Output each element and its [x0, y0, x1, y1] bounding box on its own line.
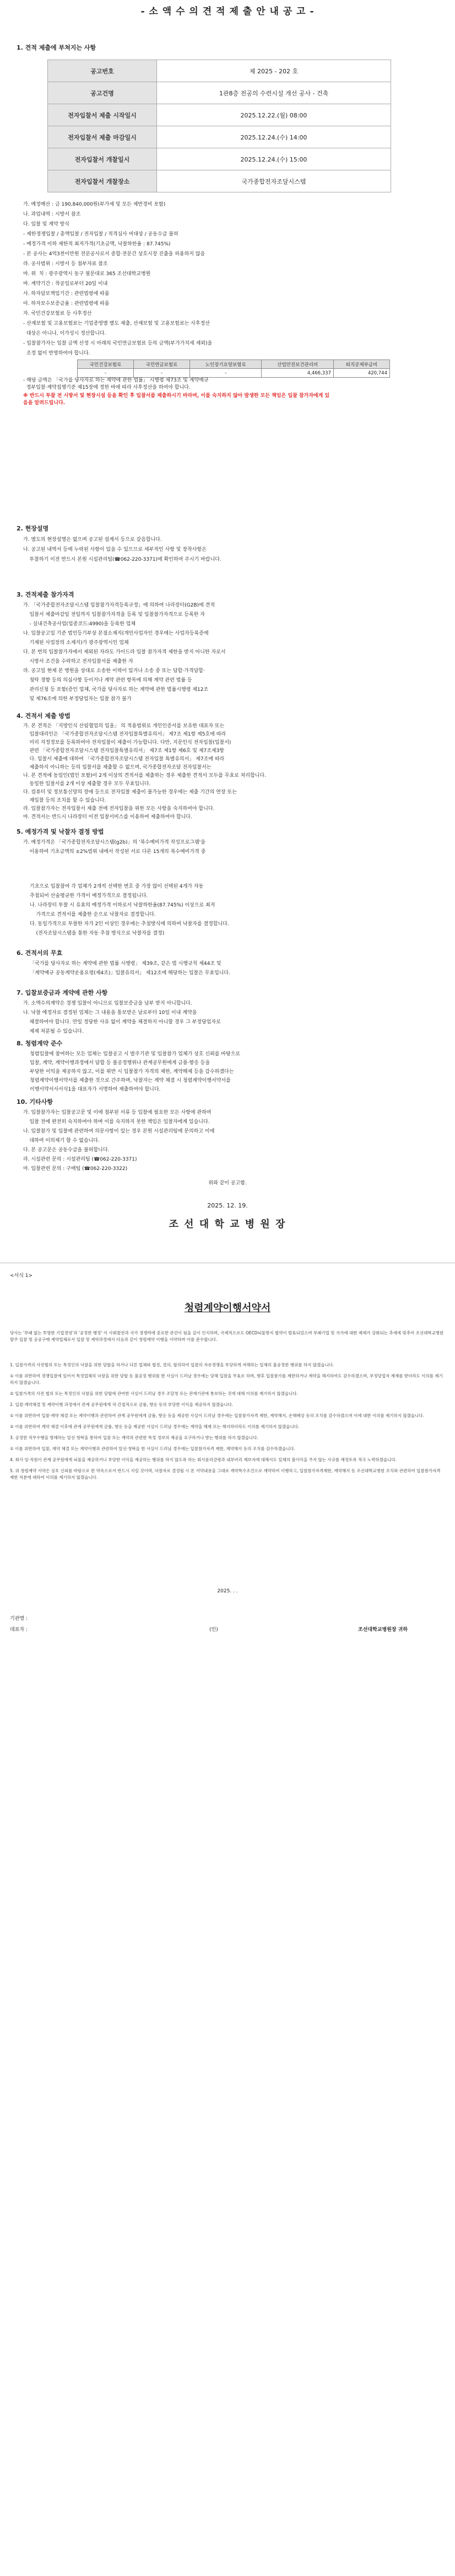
- section-10-heading: 10. 기타사항: [17, 1098, 53, 1105]
- section-7-heading: 7. 입찰보증금과 계약에 관한 사항: [17, 989, 108, 996]
- pledge-date: 2025. . .: [217, 1588, 238, 1594]
- info-row: [48, 126, 391, 148]
- text-line: 가. 본 견적은 「지방인식 산림협업의 입을」 의 적용범위로 개인인증서를 보유한 대표자 또는: [23, 723, 225, 729]
- info-key: 전자입찰서 개찰장소: [48, 170, 157, 192]
- text-line: - 입찰참가자는 입찰 금액 산정 시 아래의 국민연금보험료 등의 금액(부가가치세 제외)을: [23, 341, 213, 346]
- pledge-item: ② 입찰가격의 사전 협의 또는 특정인의 낙찰을 위한 담합에 관여한 사실이 드러날 경우 조달청 또는 관계기관에 통보하는 것에 대해 이의를 제기하지 않겠습니다.: [10, 1391, 298, 1396]
- section-5-heading: 5. 예정가격 및 낙찰자 결정 방법: [17, 828, 104, 835]
- text-line: 다. 입찰 및 계약 방식: [23, 222, 69, 227]
- text-line: 가. 「국가종합전자조달시스템 입찰참가자격등록규정」에 의하여 나라장터(G2B)에 견적: [23, 603, 215, 608]
- text-line: 이행서약서사서식1을 대표자가 서명하여 제출하여야 합니다.: [30, 1087, 161, 1092]
- text-line: 관리신청 등 포함(증인 업체, 국가를 당사자로 하는 계약에 관한 법률시행령 제12조: [23, 687, 209, 693]
- pledge-item: 2. 입찰·계약체결 및 계약이행 과정에서 관계 공무원에게 직·간접적으로 금품, 향응 등의 부당한 이익을 제공하지 않겠습니다.: [10, 1402, 234, 1407]
- text-line: 마. 견적서는 반드시 나라장터 이전 입찰서비스를 이용하여 제출하여야 합니다.: [23, 814, 192, 820]
- info-key: 공고번호: [48, 60, 157, 82]
- text-line: - 해당 금액은 「국가를 당사자로 하는 계약에 관한 법률」 시행령 제73조 및 계약예규: [23, 378, 209, 383]
- section-10-body: [23, 1108, 431, 1174]
- insurance-cost-table: [77, 359, 390, 378]
- section-5-body: [23, 838, 431, 857]
- text-line: 라. 입찰참가자는 전자입찰서 제출 전에 전자입찰을 위한 모든 사항을 숙지하여야 합니다.: [23, 806, 215, 812]
- info-row: [48, 148, 391, 170]
- issuer-name: 조 선 대 학 교 병 원 장: [169, 1219, 286, 1230]
- info-key: 전자입찰서 제출 시작일시: [48, 104, 157, 126]
- info-value: 1관8층 전공의 수련시설 개선 공사 - 건축: [157, 82, 391, 104]
- text-line: 청렴입찰에 참여하는 모든 업체는 입찰공고 시 발주기관 및 입찰참가 업체가 상호 신뢰를 바탕으로: [30, 1051, 241, 1057]
- text-line: 재입찰 등의 조치를 할 수 있습니다.: [23, 798, 106, 803]
- form-label: <서식 1>: [10, 1273, 33, 1279]
- section-4-heading: 4. 견적서 제출 방법: [17, 712, 71, 720]
- text-line: 나. 낙찰 예정자로 결정된 업체는 그 내용을 통보받은 날로부터 10일 이내 계약을: [23, 1010, 197, 1016]
- notice-date: 2025. 12. 19.: [207, 1202, 248, 1209]
- text-line: 아. 하자보수보증금율 : 관련법령에 따름: [23, 301, 110, 307]
- text-line: 가. 별도의 현장설명은 없으며 공고된 설계서 등으로 갈음합니다.: [23, 537, 162, 543]
- text-line: 관련 「국가종합전자조달시스템 전자입찰특별유의서」 제7조 제1항 제6호 및 제7조제3항: [23, 748, 225, 754]
- cost-header: 노인장기요양보험료: [189, 360, 262, 369]
- text-line: 다. 본 공고문은 공동수급을 불허합니다.: [23, 1147, 110, 1153]
- text-line: - 예정가격 이하 제한적 최저가격(기초금액, 낙찰하한율 : 87.745%): [23, 242, 171, 247]
- text-line: 다. 본 번의 입찰참가자에서 제외된 자라도 가이드라 입찰 참가자격 제한을 받지 아니한 자로서: [23, 650, 226, 655]
- info-row: [48, 170, 391, 192]
- section-3-body: [23, 601, 431, 704]
- cost-value: -: [133, 369, 189, 378]
- text-line: 나. 나라장터 투찰 시 유효의 예정가격 이하로서 낙찰하한율(87.745%) 이상으로 최저: [30, 903, 215, 908]
- info-key: 전자입찰서 제출 마감일시: [48, 126, 157, 148]
- info-row: [48, 104, 391, 126]
- pledge-intro: 당사는 '부패 없는 투명한 기업경영'과 '공정한 행정' 이 사회발전과 국가 경쟁력에 중요한 관건이 됨을 깊이 인식하며, 국제적으로도 OECD뇌물방지 협약이 발효되었으며 부패기업 및 국가에 대한 제재가 강화되는 추세에 맞추어 조선대학교병원 발주 입찰 및 공공구매 계약업체로서 입찰 및 계약과정에서 다음과 같이 청렴계약 이행을 서약하며 이를 준수합니다.: [10, 1330, 444, 1342]
- section-4-body: [23, 722, 431, 822]
- info-value: 2025.12.24.(수) 15:00: [157, 148, 391, 170]
- pledge-items: [10, 1362, 445, 1485]
- section-1-body: [23, 200, 431, 358]
- section-1-tail: [23, 377, 431, 391]
- section-8-body: [30, 1050, 432, 1094]
- text-line: 대하여 이의제기 할 수 없습니다.: [23, 1138, 100, 1144]
- text-line: 입찰대리인은 「국가종합전자조달시스템 전자입찰특별유의서」 제7조 제1항 제5호에 따라: [23, 732, 226, 737]
- pledge-title: 청렴계약이행서약서: [184, 1302, 271, 1314]
- pledge-item: 4. 회사 임·직원이 관계 공무원에게 뇌물을 제공하거나 부당한 이익을 제공하는 행위를 하지 않도록 하는 회사윤리강령과 내부비리 제보자에 대해서도 일체의 불이익을 주지 않는 사규를 제정토록 적극 노력하겠습니다.: [10, 1457, 397, 1462]
- text-line: 다. 동일가격으로 투찰한 자가 2인 이상인 경우에는 추첨방식에 의하여 낙찰자를 결정합니다.: [30, 921, 229, 927]
- cost-header: 국민건강보험료: [78, 360, 134, 369]
- cost-header: 국민연금보험료: [133, 360, 189, 369]
- info-row: [48, 60, 391, 82]
- text-line: 청렴계약이행서약서를 제출한 것으로 간주하며, 낙찰자는 계약 체결 시 청렴계약이행서약서를: [30, 1078, 231, 1083]
- text-line: 마. 입찰관련 문의 : 구매팀 (☎062-220-3322): [23, 1166, 128, 1172]
- text-line: 미리 지정정보를 등록하여야 전자입찰이 제출이 가능합니다. 다만, 지문인식 전자입찰(입찰서): [23, 740, 231, 745]
- text-line: 가. 소액수의계약은 경쟁 입찰이 아니므로 입찰보증금을 납부 받지 아니합니다.: [23, 1001, 192, 1006]
- text-line: 대상은 아니나, 이가성시 정산합니다.: [23, 331, 106, 336]
- text-line: 나. 입찰공고일 기준 법인등기부상 본점소재지(개인사업자인 경우에는 사업자등록증에: [23, 631, 209, 636]
- pledge-item: 5. 위 청렴계약 서약은 상호 신뢰를 바탕으로 한 약속으로서 반드시 지킬 것이며, 낙찰자로 결정될 시 본 서약내용을 그대로 계약특수조건으로 계약하여 이행하고, 입찰참가자격제한, 계약해지 등 조선대학교병원 조치와 관련하여 입찰참가자격 제한 처분에 대하여 이의를 제기하지 않겠습니다.: [10, 1468, 441, 1480]
- section-7-body: [23, 999, 431, 1037]
- section-2-body: [23, 535, 431, 565]
- text-line: 투찰하기 이전 반드시 본원 시설관리팀(☎062-220-3371)에 확인하여 주시기 바랍니다.: [23, 557, 221, 562]
- cost-value: -: [189, 369, 262, 378]
- text-line: 체결하여야 합니다. 만일 정당한 사유 없이 계약을 체결하지 아니할 경우 그 부정당업자로: [23, 1019, 221, 1025]
- info-value: 2025.12.22.(월) 08:00: [157, 104, 391, 126]
- section-1-heading: 1. 견적 제출에 부쳐지는 사항: [17, 44, 96, 51]
- text-line: 및 제76조에 의한 부정당업자는 입찰 참가 불가: [23, 696, 132, 702]
- info-key: 공고건명: [48, 82, 157, 104]
- pledge-item: ① 이를 위반하여 입찰, 계약 체결 또는 계약이행과 관련하여 알선·청탁을 한 사실이 드러날 경우에는 입찰참가자격 제한, 계약해지 등의 조치를 감수하겠습니다.: [10, 1446, 295, 1451]
- sign-org-label: 기관명 :: [10, 1616, 28, 1622]
- text-line: - 산재보험 및 고용보험료는 기업종영별 별도 제출, 산재보험 및 고용보험료는 사후정산: [23, 321, 210, 326]
- cost-header: 산업안전보건관리비: [262, 360, 334, 369]
- text-line: 자. 국민건강보험료 등 사후정산: [23, 311, 92, 316]
- cost-value: -: [78, 369, 134, 378]
- text-line: 부당한 이익을 제공하지 않고, 이를 위반 시 입찰참가 자격의 제한, 계약해제 등을 감수하겠다는: [30, 1069, 234, 1075]
- text-line: 청탁 경향 등의 의심사항 등이거나 계약 관련 항목에 의해 계약 관련 법률 등: [23, 678, 192, 683]
- notice-info-table: [47, 60, 391, 192]
- text-line: 입찰 전에 완전히 숙지하여야 하며 이를 숙지하지 못한 책임은 입찰자에게 있습니다.: [23, 1119, 210, 1125]
- text-line: 나. 과업내역 : 시방서 참조: [23, 212, 81, 217]
- text-line: 입찰서 제출마감일 전일까지 입찰참가자격을 등록 및 입찰참가자격으로 등록한 자: [23, 612, 205, 618]
- text-line: (전자조달시스템을 통한 자동 추첨 방식으로 낙찰자를 결정): [30, 931, 165, 936]
- pledge-item: 1. 입찰가격의 사전협의 또는 특정인의 낙찰을 위한 담합을 하거나 다른 업체와 협정, 결의, 합의하여 입찰의 자유경쟁을 부당하게 저해하는 일체의 불공정한 행위를 하지 않겠습니다.: [10, 1362, 334, 1367]
- text-line: 라. 공고일 현재 본 병원을 상대로 소송한 이력이 있거나 소송 중 또는 담합·가격담합·: [23, 668, 205, 674]
- text-line: 가. 예정가격은 「국가종합전자조달시스템(g2b)」의 '복수예비가격 작성프로그램'을: [23, 840, 205, 845]
- text-line: 가격으로 견적서를 제출한 순으로 낙찰자로 결정합니다.: [30, 912, 156, 917]
- pledge-item: ① 이를 위반하여 경쟁입찰에 있어서 특정업체의 낙찰을 위한 담합 등 불공정 행위를 한 사실이 드러날 경우에는 당해 입찰을 무효로 하며, 향후 입찰참가를 제한하거나 계약을 해지하여도 감수하겠으며, 부정당업자 제재를 받더라도 이의를 제기하지 않겠습니다.: [10, 1373, 443, 1385]
- info-row: [48, 82, 391, 104]
- section-3-heading: 3. 견적제출 참가자격: [17, 591, 74, 598]
- text-line: 라. 공사범위 : 시방서 등 첨부자료 참조: [23, 261, 108, 267]
- text-line: 추첨되어 산술평균한 가격이 예정가격으로 결정됩니다.: [30, 893, 148, 899]
- text-line: - 본 공사는 4억3천이만원 전문공사로서 종합·전문간 상호시장 진출을 허용하지 않음: [23, 251, 205, 257]
- info-value: 제 2025 - 202 호: [157, 60, 391, 82]
- text-line: 기재된 사업장의 소재지)가 광주광역시인 업체: [23, 640, 129, 646]
- cost-value: 420,744: [334, 369, 390, 378]
- text-line: 나. 입찰참가 및 입찰에 관련하여 의문사항이 있는 경우 본원 시설관리팀에 문의하고 이에: [23, 1129, 215, 1134]
- section-8-heading: 8. 청렴계약 준수: [17, 1040, 63, 1047]
- section-6-body: [30, 959, 432, 978]
- text-line: 사. 하자담보책임기간 : 관련법령에 따름: [23, 291, 110, 297]
- section-5-body-cont: [30, 882, 432, 938]
- pledge-recipient: 조선대학교병원장 귀하: [358, 1627, 408, 1633]
- text-line: 바. 계약기간 : 착공일로부터 20일 이내: [23, 281, 108, 287]
- text-line: 동일한 입찰서를 2개 이상 제출할 경우 모두 무효입니다.: [23, 781, 151, 787]
- text-line: 가. 입찰참가자는 입찰공고문 및 이에 첨부된 서류 등 입찰에 필요한 모든 사항에 관하여: [23, 1110, 212, 1115]
- text-line: 정부입찰·계약집행기준 제15장에 정한 바에 따라 사후정산을 하여야 합니다.: [23, 385, 191, 390]
- text-line: - 제한경쟁입찰 / 총액입찰 / 전자입찰 / 적격심사 비대상 / 공동수급 불허: [23, 232, 178, 237]
- info-value: 국가종합전자조달시스템: [157, 170, 391, 192]
- warning-note: ※ 반드시 투찰 전 시방서 및 현장시설 등을 확인 후 입찰서를 제출하시기 바라며, 이를 숙지하지 않아 발생한 모든 책임은 입찰 참가자에게 있음을 알려드립니다.: [23, 393, 330, 406]
- text-line: 「계약예규 공동계약운용요령(제4조)」입찰유의서」 제12조에 해당하는 입찰은 무효입니다.: [30, 970, 230, 976]
- pledge-item: 3. 공정한 직무수행을 방해하는 알선·청탁을 통하여 입찰 또는 계약과 관련한 특정 정보의 제공을 요구하거나 받는 행위를 하지 않겠습니다.: [10, 1435, 258, 1440]
- text-line: 가. 예정예산 : 금 190,840,000원(부가세 및 모든 제반경비 포함): [23, 202, 166, 207]
- text-line: 나. 공고된 내역서 등에 누락된 사항이 있을 수 있으므로 세부적인 사항 및 장착사항은: [23, 547, 207, 552]
- text-line: 시방서 조건을 수락하고 전자입찰서를 제출한 자: [23, 659, 133, 664]
- notice-title: - 소 액 수 의 견 적 제 출 안 내 공 고 -: [140, 6, 315, 17]
- text-line: 입찰, 계약, 계약이행과정에서 담합 등 불공정행위나 관계공무원에게 금품·향응 등을: [30, 1060, 210, 1066]
- section-2-heading: 2. 현장설명: [17, 525, 49, 532]
- text-line: 제재 처분될 수 있습니다.: [23, 1029, 84, 1034]
- text-line: 조정 없이 반영하여야 합니다.: [23, 351, 90, 356]
- text-line: 「국가를 당사자로 하는 계약에 관한 법률 시행령」 제39조, 같은 법 시행규칙 제44조 및: [30, 961, 221, 967]
- text-line: 다. 입찰서 제출에 대하여 「국가종합전자조달시스템 전자입찰 특별유의서」 제7조에 따라: [23, 756, 225, 762]
- sign-rep-label: 대표자 :: [10, 1627, 28, 1633]
- text-line: 마. 위 치 : 광주광역시 동구 필문대로 365 조선대학교병원: [23, 271, 151, 277]
- info-key: 전자입찰서 개찰일시: [48, 148, 157, 170]
- text-line: 다. 컴퓨터 및 정보통신망의 장애 등으로 전자입찰 제출이 불가능한 경우에는 제출 기간의 연장 또는: [23, 790, 237, 795]
- closing-text: 위와 같이 공고함.: [208, 1180, 247, 1186]
- pledge-item: ① 이를 위반하여 입찰·계약 체결 또는 계약이행과 관련하여 관계 공무원에게 금품, 향응 등을 제공한 사실이 드러날 경우에는 입찰참가자격 제한, 계약해지, 손해배상 등의 조치를 감수하겠으며 이에 대한 이의를 제기하지 않겠습니다.: [10, 1413, 424, 1418]
- cost-header: 퇴직공제부금비: [334, 360, 390, 369]
- text-line: 기초으로 입찰참여 각 업체가 2개씩 선택한 번호 중 가장 많이 선택된 4개가 자동: [30, 884, 204, 889]
- text-line: 제출하지 아니하는 등의 입찰서를 제출할 수 없으며, 국가종합전자조달 전자입찰서는: [23, 765, 212, 770]
- text-line: 라. 시설관련 문의 : 시설관리팀 (☎062-220-3371): [23, 1157, 137, 1162]
- seal-mark: (인): [209, 1627, 218, 1633]
- cost-value: 4,466,337: [262, 369, 334, 378]
- info-value: 2025.12.24.(수) 14:00: [157, 126, 391, 148]
- text-line: - 실내건축공사업(업종코드:4990)을 등록한 업체: [23, 621, 136, 627]
- text-line: 나. 본 견적에 동일인(법인 포함)이 2개 이상의 견적서를 제출하는 경우 제출한 견적서 모두를 무효로 처리합니다.: [23, 773, 267, 779]
- text-line: 이용하여 기초금액의 ±2%범위 내에서 작성된 서로 다른 15개의 복수예비가격 중: [23, 849, 206, 855]
- pledge-item: ② 이를 위반하여 계약 체결 이후에 관계 공무원에게 금품, 향응 등을 제공한 사실이 드러날 경우에는 계약을 해제 또는 해지하더라도 이의를 제기하지 않겠습니다.: [10, 1424, 300, 1429]
- section-6-heading: 6. 견적서의 무효: [17, 949, 63, 957]
